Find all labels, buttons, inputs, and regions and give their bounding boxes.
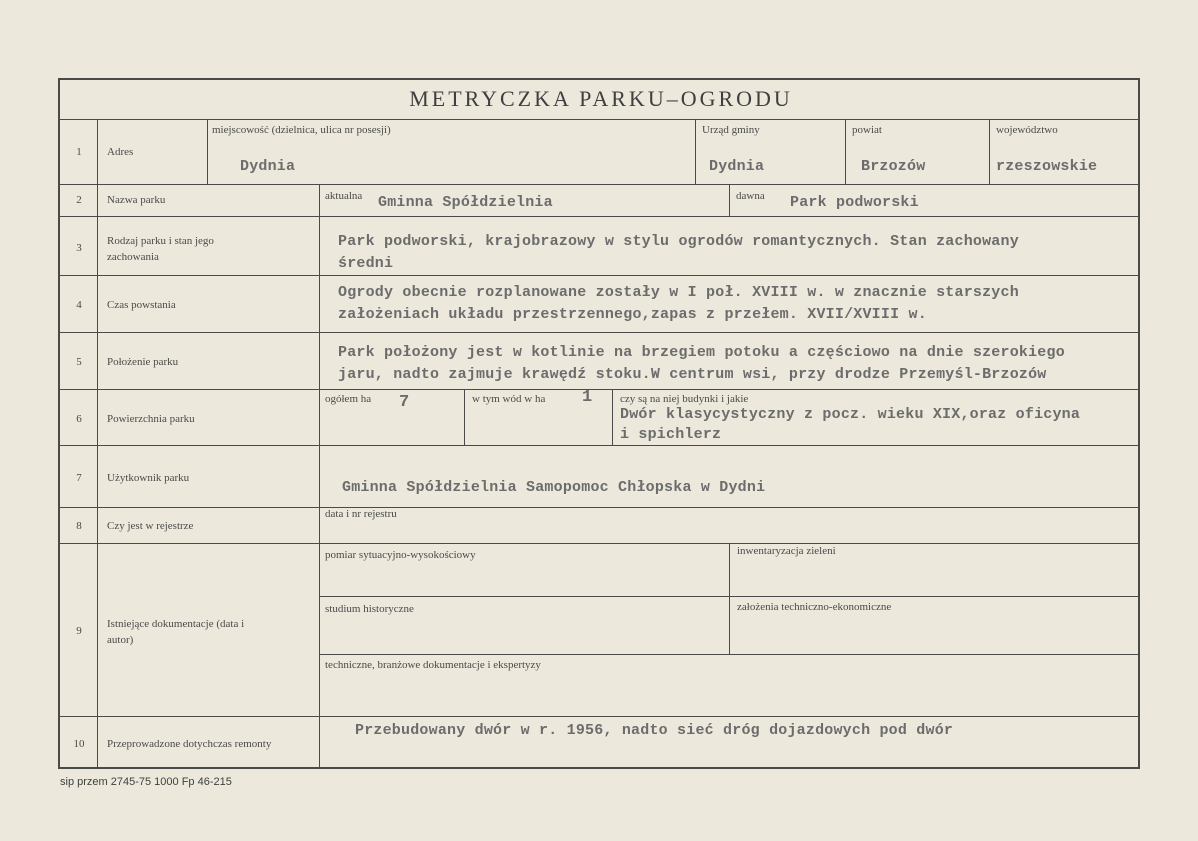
column-rule xyxy=(845,119,846,184)
park-record-form xyxy=(58,78,1140,769)
buildings-line-2: i spichlerz xyxy=(620,426,722,443)
column-rule xyxy=(464,389,465,445)
row-number: 4 xyxy=(76,299,82,311)
row-divider xyxy=(60,543,1140,544)
origin-line-1: Ogrody obecnie rozplanowane zostały w I poł. XVIII w. w znacznie starszych xyxy=(338,284,1019,301)
commune-label: Urząd gminy xyxy=(702,124,760,136)
row-number: 6 xyxy=(76,413,82,425)
row-number: 7 xyxy=(76,472,82,484)
park-user-label: Użytkownik parku xyxy=(107,472,190,484)
form-title: METRYCZKA PARKU–OGRODU xyxy=(409,86,793,111)
park-name-label: Nazwa parku xyxy=(107,194,166,206)
doc-divider xyxy=(319,654,1140,655)
park-type-line-1: Park podworski, krajobrazowy w stylu ogrodów romantycznych. Stan zachowany xyxy=(338,233,1019,250)
technical-docs-label: techniczne, branżowe dokumentacje i ekspertyzy xyxy=(325,659,541,671)
county-value: Brzozów xyxy=(861,158,926,175)
tech-econ-label: założenia techniczno-ekonomiczne xyxy=(737,601,892,613)
register-date-label: data i nr rejestru xyxy=(325,508,397,520)
row-number: 8 xyxy=(76,520,82,532)
row-divider xyxy=(60,445,1140,446)
row-divider xyxy=(60,332,1140,333)
row-divider xyxy=(60,184,1140,185)
address-label: Adres xyxy=(107,146,134,158)
column-rule xyxy=(729,184,730,216)
register-label: Czy jest w rejestrze xyxy=(107,520,194,532)
row-number: 5 xyxy=(76,356,82,368)
row-number: 1 xyxy=(76,146,82,158)
location-line-2: jaru, nadto zajmuje krawędź stoku.W centrum wsi, przy drodze Przemyśl-Brzozów xyxy=(338,366,1047,383)
survey-label: pomiar sytuacyjno-wysokościowy xyxy=(325,549,476,561)
num-column-rule xyxy=(97,119,98,769)
commune-value: Dydnia xyxy=(709,158,765,175)
origin-time-label: Czas powstania xyxy=(107,299,176,311)
print-footer: sip przem 2745-75 1000 Fp 46-215 xyxy=(60,776,232,788)
current-name-label: aktualna xyxy=(325,190,363,202)
row-number: 9 xyxy=(76,625,82,637)
buildings-label: czy są na niej budynki i jakie xyxy=(620,393,749,405)
location-line-1: Park położony jest w kotlinie na brzegiem potoku a częściowo na dnie szerokiego xyxy=(338,344,1065,361)
row-number: 2 xyxy=(76,194,82,206)
row-divider xyxy=(60,119,1140,120)
column-rule xyxy=(989,119,990,184)
row-divider xyxy=(60,275,1140,276)
column-rule xyxy=(207,119,208,184)
former-name-value: Park podworski xyxy=(790,194,919,211)
column-rule xyxy=(695,119,696,184)
county-label: powiat xyxy=(852,124,882,136)
row-divider xyxy=(60,507,1140,508)
park-type-label: Rodzaj parku i stan jego zachowania xyxy=(107,235,214,263)
buildings-line-1: Dwór klasycystyczny z pocz. wieku XIX,oraz oficyna xyxy=(620,406,1081,423)
voivodeship-label: województwo xyxy=(996,124,1058,136)
renovations-value: Przebudowany dwór w r. 1956, nadto sieć dróg dojazdowych pod dwór xyxy=(355,722,954,739)
row-number: 10 xyxy=(73,738,85,750)
renovations-label: Przeprowadzone dotychczas remonty xyxy=(107,738,272,750)
park-user-value: Gminna Spółdzielnia Samopomoc Chłopska w Dydni xyxy=(342,479,766,496)
row-divider xyxy=(60,716,1140,717)
column-rule xyxy=(729,543,730,654)
column-rule xyxy=(319,184,320,769)
row-number: 3 xyxy=(76,242,82,254)
water-area-label: w tym wód w ha xyxy=(472,393,546,405)
locality-value: Dydnia xyxy=(240,158,296,175)
row-divider xyxy=(60,389,1140,390)
column-rule xyxy=(612,389,613,445)
voivodeship-value: rzeszowskie xyxy=(996,158,1098,175)
documentation-label: Istniejące dokumentacje (data i autor) xyxy=(107,618,245,646)
row-divider xyxy=(60,216,1140,217)
total-area-value: 7 xyxy=(399,393,410,412)
origin-line-2: założeniach układu przestrzennego,zapas z przełem. XVII/XVIII w. xyxy=(338,306,927,323)
history-study-label: studium historyczne xyxy=(325,603,414,615)
area-label: Powierzchnia parku xyxy=(107,413,195,425)
total-area-label: ogółem ha xyxy=(325,393,372,405)
water-area-value: 1 xyxy=(582,388,593,407)
location-label: Położenie parku xyxy=(107,356,179,368)
current-name-value: Gminna Spółdzielnia xyxy=(378,194,553,211)
locality-label: miejscowość (dzielnica, ulica nr posesji) xyxy=(212,124,391,136)
greenery-inventory-label: inwentaryzacja zieleni xyxy=(737,545,836,557)
park-type-line-2: średni xyxy=(338,255,394,272)
former-name-label: dawna xyxy=(736,190,765,202)
